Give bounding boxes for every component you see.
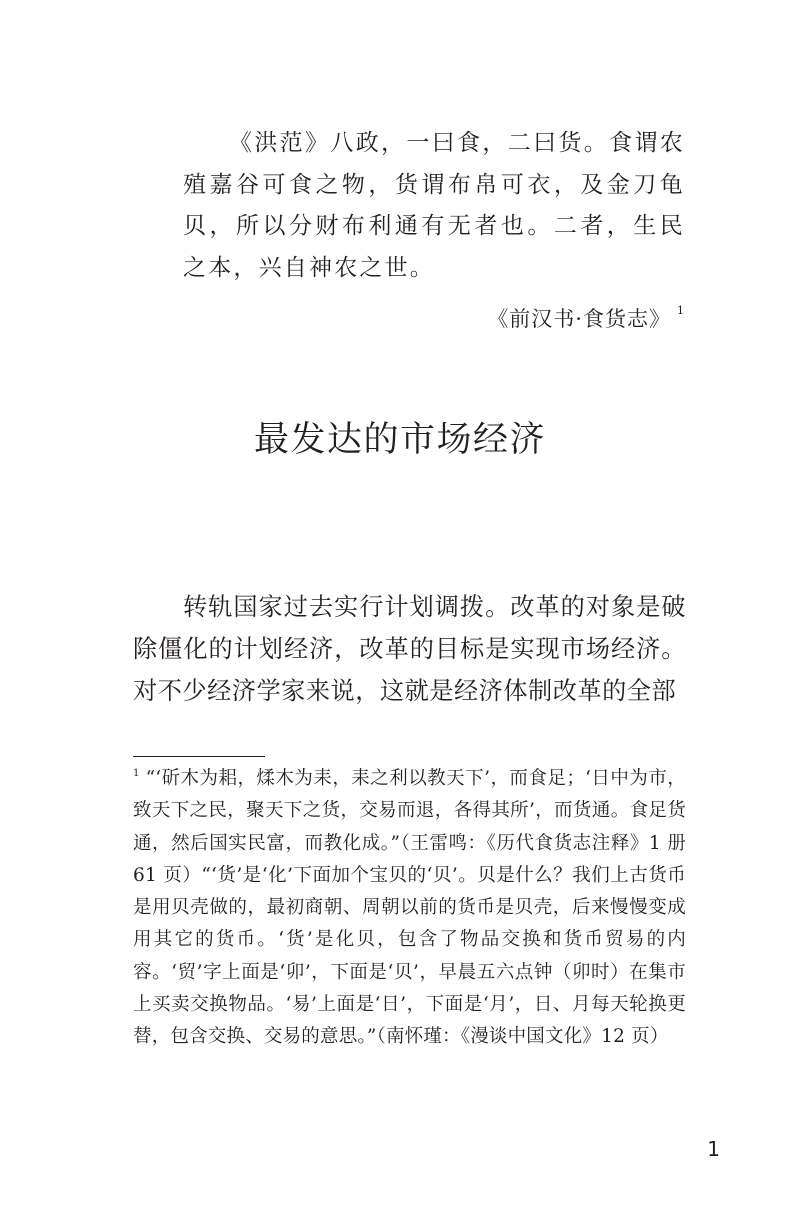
- epigraph-source-title: 《前汉书·食货志》: [487, 307, 671, 331]
- body-paragraph: 转轨国家过去实行计划调拨。改革的对象是破除僵化的计划经济，改革的目标是实现市场经济。对不少经济学家来说，这就是经济体制改革的全部: [133, 593, 686, 705]
- footnote-text: “‘斫木为耜，煣木为耒，耒之利以教天下’，而食足；‘日中为市，致天下之民，聚天下之货，交易而退，各得其所’，而货通。食足货通，然后国实民富，而教化成。”（王雷鸣：《历代食货志注释》1 册 61 页）“‘货’是‘化’下面加个宝贝的‘贝’。贝是什么？我们上古货币是用贝壳做的，最初商朝、周朝以前的货币是贝壳，后来慢慢变成用其它的货币。‘货’是化贝，包含了物品交换和货币贸易的内容。‘贸’字上面是‘卯’，下面是‘贝’，早晨五六点钟（卯时）在集市上买卖交换物品。‘易’上面是‘日’，下面是‘月’，日、月每天轮换更替，包含交换、交易的意思。”（南怀瑾：《漫谈中国文化》12 页）: [133, 768, 686, 1048]
- footnote-reference[interactable]: 1: [677, 304, 685, 317]
- chapter-title: 最发达的市场经济: [253, 420, 546, 460]
- epigraph-quote: 《洪范》八政，一曰食，二曰货。食谓农殖嘉谷可食之物，货谓布帛可衣，及金刀龟贝，所以分财布利通有无者也。二者，生民之本，兴自神农之世。: [183, 130, 685, 281]
- footnote-marker: 1: [133, 768, 140, 779]
- page-number: 1: [707, 1137, 720, 1161]
- footnote-separator: [133, 756, 265, 757]
- epigraph-source: [487, 290, 685, 340]
- footnote: [133, 758, 686, 1054]
